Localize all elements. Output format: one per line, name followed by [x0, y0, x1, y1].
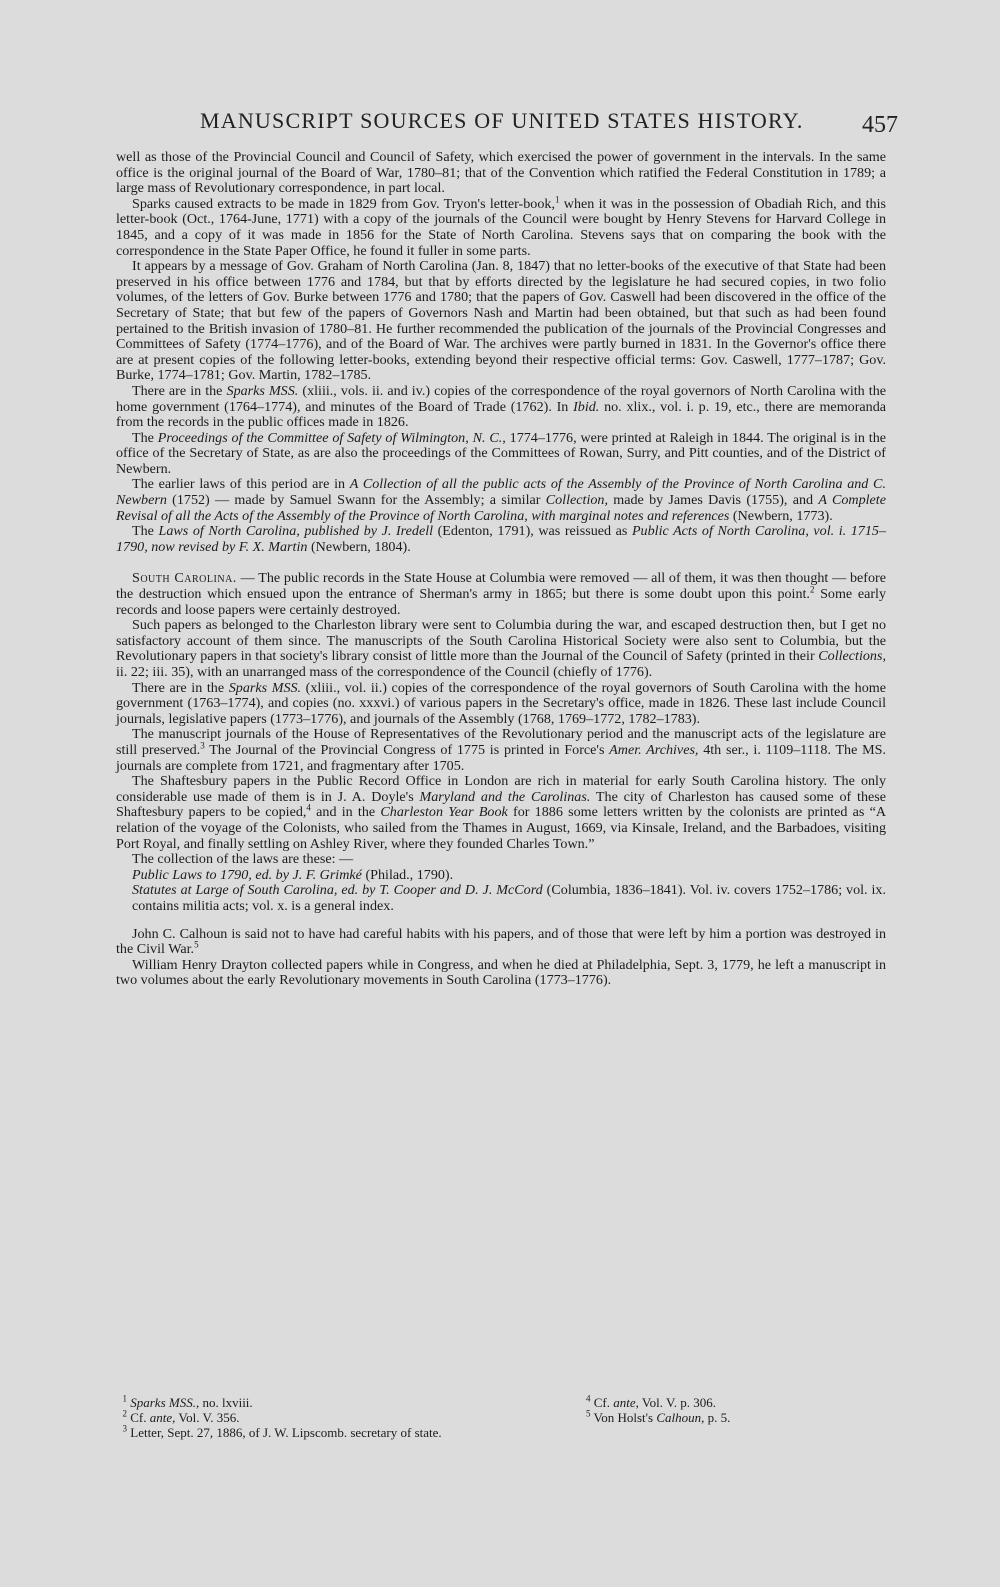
footnote-ref: 5	[194, 939, 199, 950]
footnote-2: $^2$ Cf. ante, Vol. V. 356.	[122, 1408, 240, 1425]
footnote-ref: 4	[306, 802, 311, 813]
sc-paragraph-5: The Shaftesbury papers in the Public Record Office in London are rich in material for early South Carolina history. The only considerable use made of them is in J. A. Doyle's Maryland and the Carolinas. The city of Charleston has caused some of these Shaftesbury papers to be copied,$^4$ and in the Charleston Year Book for 1886 some letters written by the colonists are printed as “A relation of the voyage of the Colonists, who sailed from the Thames in August, 1669, via Kinsale, Ireland, and the Barbadoes, visiting Port Royal, and finally settling on Ashley River, where they founded Charles Town.”	[116, 773, 887, 852]
page-body	[116, 150, 886, 989]
law-entry-2: Statutes at Large of South Carolina, ed. by T. Cooper and D. J. McCord (Columbia, 1836–1841). Vol. iv. covers 1752–1786; vol. ix. contains militia acts; vol. x. is a general index.	[132, 882, 887, 914]
sc-paragraph-4: The manuscript journals of the House of Representatives of the Revolutionary period and the manuscript acts of the legislature are still preserved.$^3$ The Journal of the Provincial Congress of 1775 is printed in Force's Amer. Archives, 4th ser., i. 1109–1118. The MS. journals are complete from 1721, and fragmentary after 1705.	[116, 726, 886, 774]
footnote-5: $^5$ Von Holst's Calhoun, p. 5.	[586, 1408, 731, 1425]
law-entry-1: Public Laws to 1790, ed. by J. F. Grimké (Philad., 1790).	[132, 866, 454, 883]
footnote-ref: 3	[200, 740, 205, 751]
sc-paragraph-7: John C. Calhoun is said not to have had careful habits with his papers, and of those that were left by him a portion was destroyed in the Civil War.$^5$	[116, 925, 886, 958]
nc-paragraph-3: It appears by a message of Gov. Graham of North Carolina (Jan. 8, 1847) that no letter-books of the executive of that State had been preserved in his office between 1776 and 1784, but that by efforts directed by the legislature he had secured copies, in two folio volumes, of the letters of Gov. Burke between 1776 and 1780; that the papers of Gov. Caswell had been discovered in the office of the Secretary of State; that but few of the papers of Governors Nash and Martin had been obtained, but that such as had been found pertained to the British invasion of 1780–81. He further recommended the publication of the journals of the Provincial Congresses and Committees of Safety (1774–1776), and of the Board of War. The archives were partly burned in 1831. In the Governor's office there are at present copies of the following letter-books, extending beyond their respective official terms: Gov. Caswell, 1777–1787; Gov. Burke, 1774–1781; Gov. Martin, 1782–1785.	[116, 258, 886, 384]
footnotes-left-column	[116, 1395, 481, 1440]
nc-paragraph-4: There are in the Sparks MSS. (xliii., vols. ii. and iv.) copies of the correspondence of the royal governors of North Carolina with the home government (1764–1774), and minutes of the Board of Trade (1762). In Ibid. no. xlix., vol. i. p. 19, etc., there are memoranda from the records in the public offices made in 1826.	[116, 382, 886, 431]
footnote-4: $^4$ Cf. ante, Vol. V. p. 306.	[586, 1393, 716, 1410]
nc-paragraph-2: Sparks caused extracts to be made in 1829 from Gov. Tryon's letter-book,$^1$ when it was in the possession of Obadiah Rich, and this letter-book (Oct., 1764-June, 1771) with a copy of the journals of the Council were bought by Henry Stevens for Harvard College in 1845, and a copy of it was made in 1856 for the State of North Carolina. Stevens says that on comparing the book with the correspondence in the State Paper Office, he found it fuller in some parts.	[116, 194, 886, 259]
sc-paragraph-2: Such papers as belonged to the Charleston library were sent to Columbia during the war, and escaped destruction then, but I get no satisfactory account of them since. The manuscripts of the South Carolina Historical Society were also sent to Columbia, but the Revolutionary papers in that society's library consist of little more than the Journal of the Council of Safety (printed in their Collections, ii. 22; iii. 35), with an unarranged mass of the correspondence of the Council (chiefly of 1776).	[116, 617, 886, 680]
nc-paragraph-6: The earlier laws of this period are in A Collection of all the public acts of the Assembly of the Province of North Carolina and C. Newbern (1752) — made by Samuel Swann for the Assembly; a similar Collection, made by James Davis (1755), and A Complete Revisal of all the Acts of the Assembly of the Province of North Carolina, with marginal notes and references (Newbern, 1773).	[116, 476, 886, 524]
footnote-1: $^1$ Sparks MSS., no. lxviii.	[122, 1393, 253, 1410]
page-number: 457	[862, 112, 898, 138]
sc-paragraph-6: The collection of the laws are these: —	[132, 851, 354, 868]
nc-paragraph-5: The Proceedings of the Committee of Safety of Wilmington, N. C., 1774–1776, were printed at Raleigh in 1844. The original is in the office of the Secretary of State, as are also the proceedings of the Committees of Rowan, Surry, and Pitt counties, and of the District of Newbern.	[116, 429, 886, 477]
sc-paragraph-3: There are in the Sparks MSS. (xliii., vol. ii.) copies of the correspondence of the royal governors of South Carolina with the home government (1763–1774), and copies (no. xxxvi.) of various papers in the Secretary's office, made in 1826. These last include Council journals, legislative papers (1773–1776), and journals of the Assembly (1768, 1769–1772, 1782–1783).	[116, 679, 886, 727]
running-title: MANUSCRIPT SOURCES OF UNITED STATES HISTORY.	[200, 108, 804, 133]
section-gap	[116, 555, 886, 571]
footnote-ref: 1	[554, 194, 560, 205]
section-heading: South Carolina.	[132, 570, 237, 587]
footnote-3: $^3$ Letter, Sept. 27, 1886, of J. W. Lipscomb. secretary of state.	[122, 1423, 442, 1440]
sc-paragraph-1: South Carolina. — The public records in the State House at Columbia were removed — all of them, it was then thought — before the destruction which ensued upon the entrance of Sherman's army in 1865; but there is some doubt upon this point.$^2$ Some early records and loose papers were certainly destroyed.	[116, 570, 886, 618]
sc-paragraph-8: William Henry Drayton collected papers while in Congress, and when he died at Philadelphia, Sept. 3, 1779, he left a manuscript in two volumes about the early Revolutionary movements in South Carolina (1773–1776).	[116, 956, 886, 989]
footnote-ref: 2	[809, 584, 815, 595]
nc-paragraph-7: The Laws of North Carolina, published by J. Iredell (Edenton, 1791), was reissued as Public Acts of North Carolina, vol. i. 1715–1790, now revised by F. X. Martin (Newbern, 1804).	[116, 523, 886, 555]
nc-paragraph-1: well as those of the Provincial Council and Council of Safety, which exercised the power of government in the intervals. In the same office is the original journal of the Board of War, 1780–81; that of the Convention which ratified the Federal Constitution in 1789; a large mass of Revolutionary correspondence, in part local.	[116, 149, 886, 197]
footnotes-right-column	[586, 1395, 886, 1425]
page-header	[200, 108, 900, 148]
